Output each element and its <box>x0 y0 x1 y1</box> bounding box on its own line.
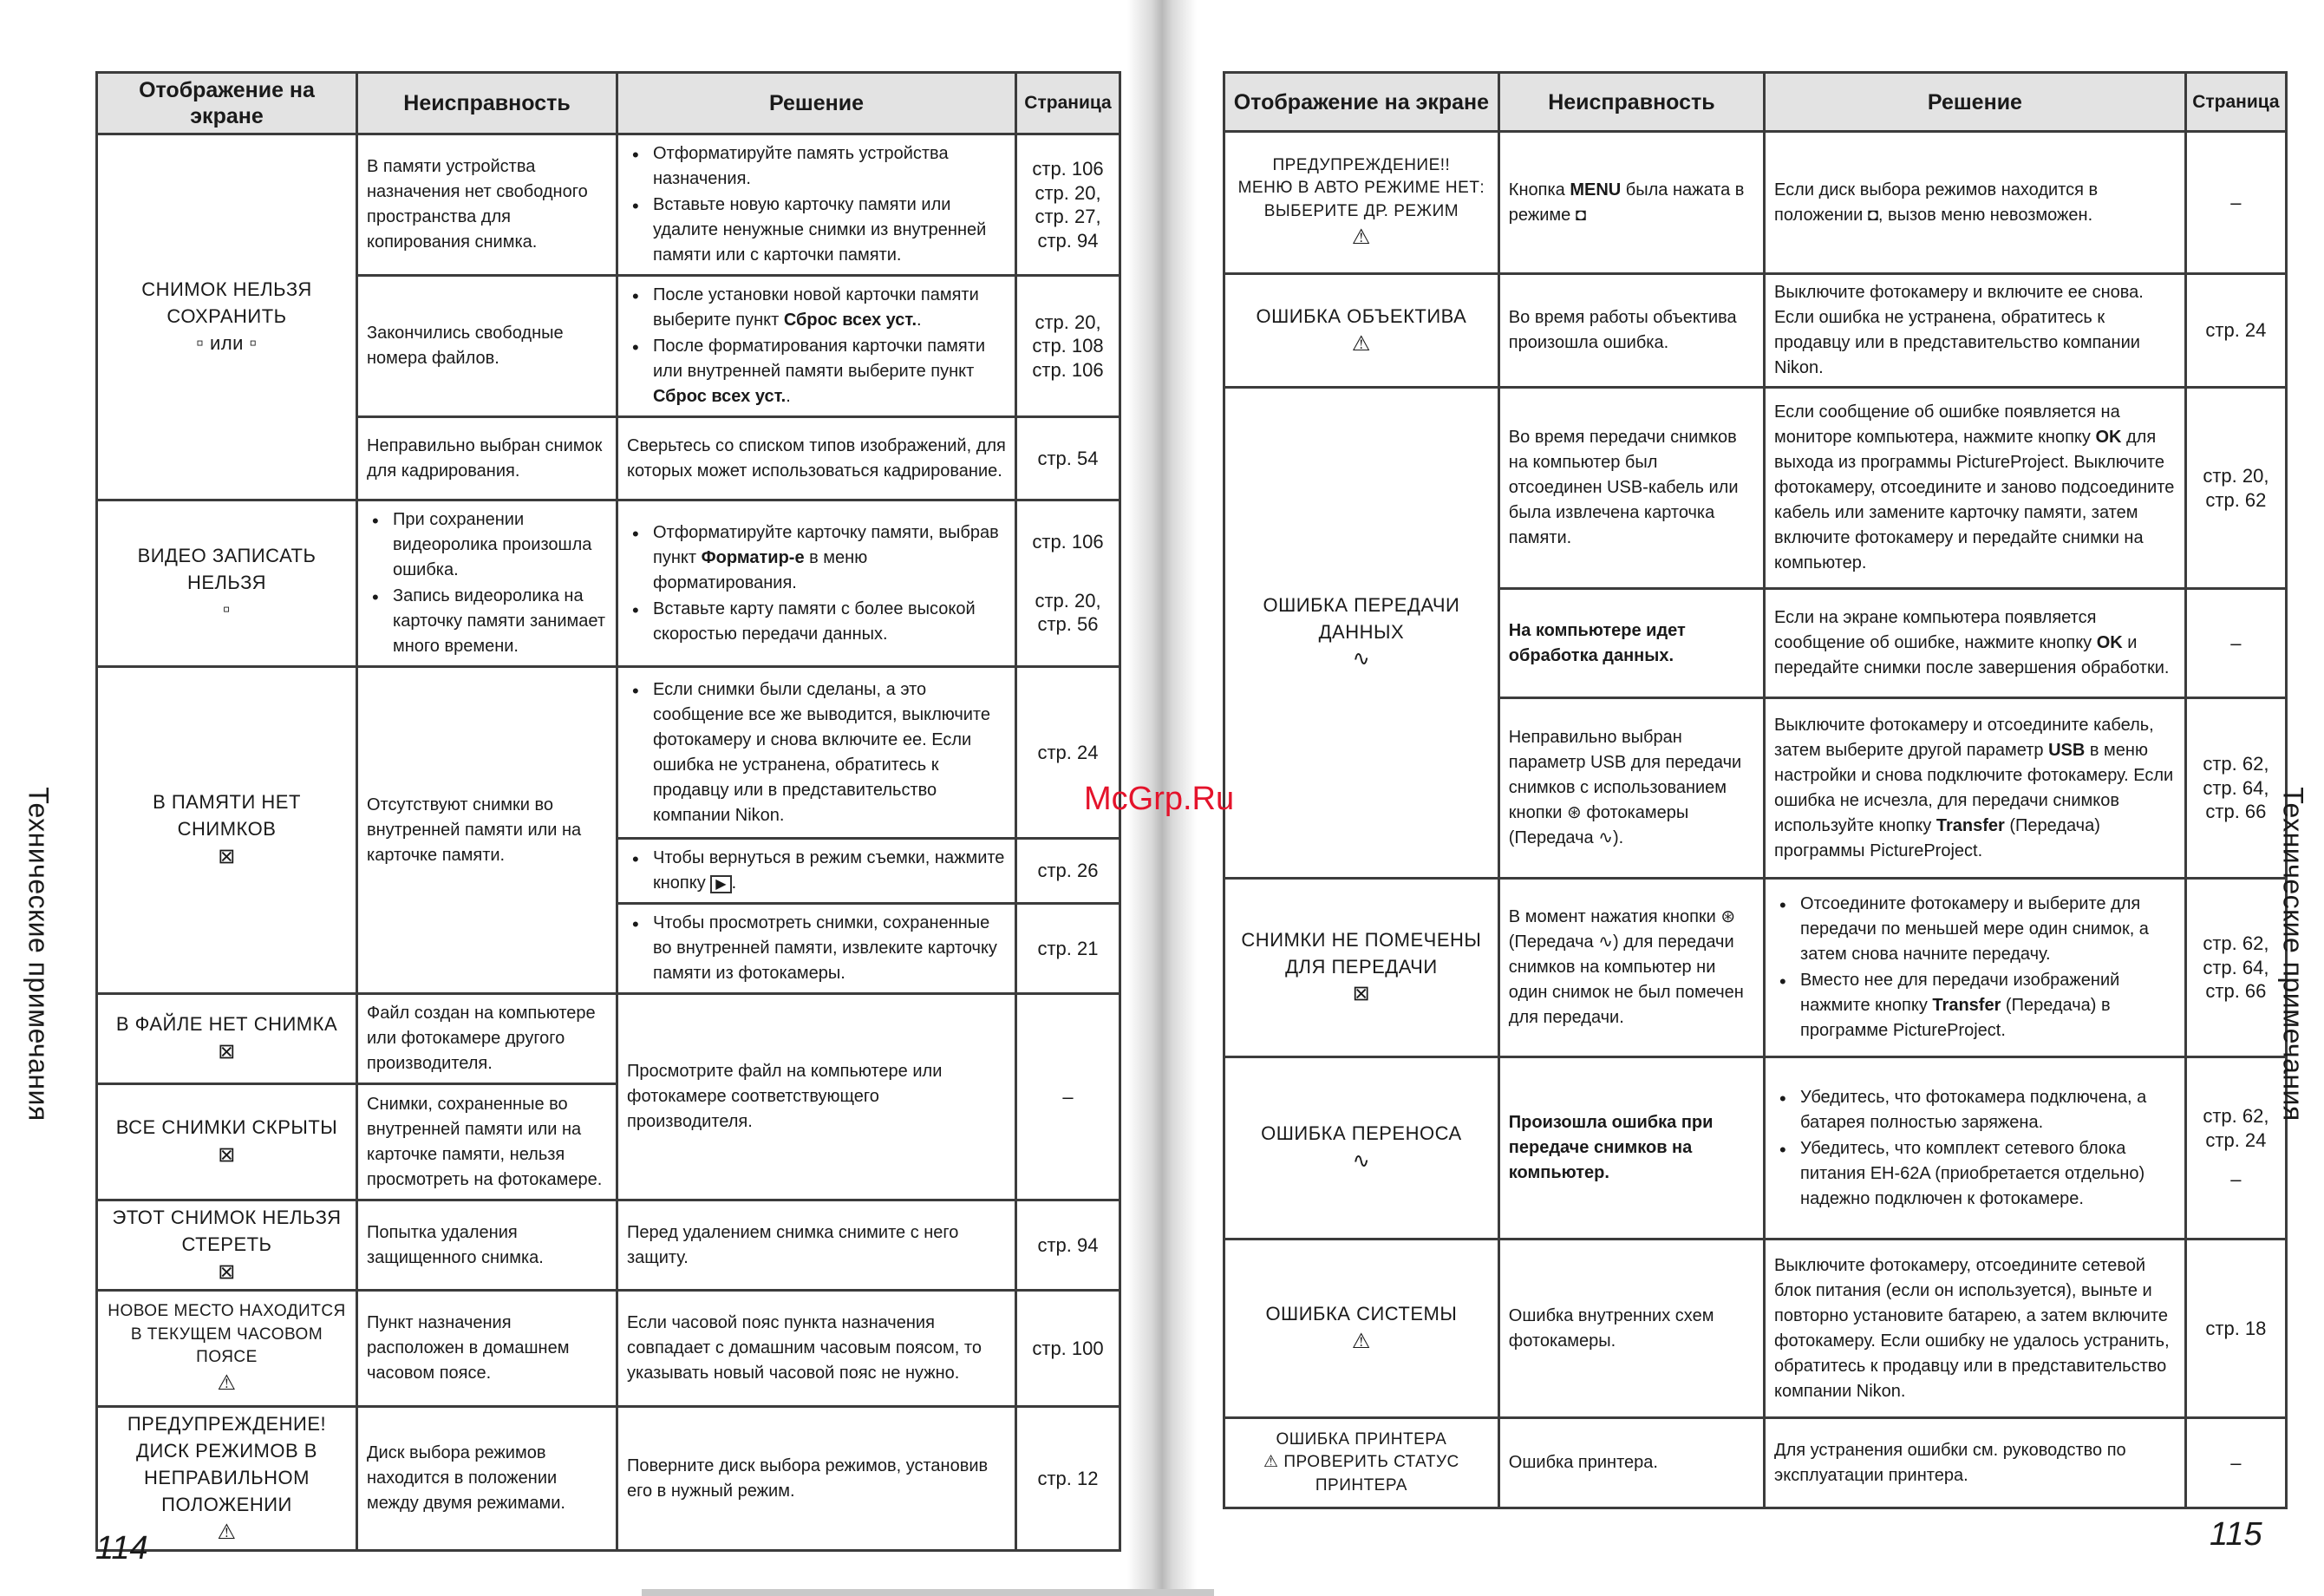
page-ref-item: стр. 24 <box>2205 1128 2267 1151</box>
left-error-table <box>95 71 1121 1552</box>
page-ref <box>1016 500 1120 667</box>
warning-icon: ⚠ <box>1351 331 1371 356</box>
solution-item: • Чтобы вернуться в режим съемки, нажмите кнопку ▶ . <box>627 846 1006 896</box>
solution-cell <box>617 839 1016 904</box>
side-tab-right: Технические примечания <box>2277 787 2309 1122</box>
display-text: НОВОЕ МЕСТО НАХОДИТСЯ В ТЕКУЩЕМ ЧАСОВОМ ПОЯСЕ <box>108 1302 346 1367</box>
ok-button-icon: ⊛ <box>1567 803 1582 822</box>
page-ref-item: стр. 106 <box>1032 531 1104 553</box>
table-row <box>97 994 1120 1084</box>
solution-cell <box>1765 879 2186 1057</box>
page-ref-item: стр. 94 <box>1037 229 1099 252</box>
page-ref: стр. 26 <box>1016 839 1120 904</box>
page-ref <box>2185 879 2286 1057</box>
table-row <box>1224 1240 2287 1418</box>
fault-text: Файл создан на компьютере или фотокамере другого производителя. <box>357 994 617 1084</box>
page-ref: стр. 18 <box>2185 1240 2286 1418</box>
header-solution: Решение <box>617 73 1016 134</box>
memory-card-icon: ▫ <box>249 331 258 356</box>
page-ref-item: стр. 66 <box>2205 980 2267 1003</box>
header-display: Отображение на экране <box>1224 73 1499 132</box>
solution-item: • Чтобы просмотреть снимки, сохраненные во внутренней памяти, извлеките карточку памяти из фотокамеры. <box>627 911 1006 986</box>
page-ref: стр. 24 <box>2185 274 2286 388</box>
no-image-icon: ⊠ <box>218 1259 236 1284</box>
page-ref-item: стр. 66 <box>2205 801 2267 823</box>
display-message <box>97 134 357 500</box>
page-ref-item: стр. 20, <box>1035 181 1101 204</box>
no-image-icon: ⊠ <box>218 844 236 868</box>
display-text: ПРОВЕРИТЬ СТАТУС ПРИНТЕРА <box>1283 1453 1459 1495</box>
page-ref <box>2185 1057 2286 1240</box>
display-text: В ФАЙЛЕ НЕТ СНИМКА <box>115 1013 338 1036</box>
page-ref-item: стр. 108 <box>1032 335 1104 357</box>
page-ref <box>2185 698 2286 879</box>
table-row <box>1224 274 2287 388</box>
page-ref: стр. 100 <box>1016 1291 1120 1407</box>
solution-item: • Вставьте новую карточку памяти или удалите ненужные снимки из внутренней памяти или с карточки памяти. <box>627 193 1006 268</box>
display-message <box>1224 1240 1499 1418</box>
ok-button-icon: ⊛ <box>1720 907 1736 926</box>
page-ref-item: стр. 64, <box>2203 776 2269 799</box>
table-row <box>1224 879 2287 1057</box>
display-text: ВЫБЕРИТЕ ДР. РЕЖИМ <box>1263 202 1459 220</box>
solution-text: Выключите фотокамеру, отсоедините сетевой блок питания (если он используется), выньте и повторно установите батарею, а затем включите фотокамеру. Если ошибку не удалось устранить, обратитесь к продавцу или в представительство компании Nikon. <box>1765 1240 2186 1418</box>
display-message <box>97 1084 357 1200</box>
display-message <box>97 994 357 1084</box>
display-text: ОШИБКА СИСТЕМЫ <box>1265 1303 1458 1325</box>
fault-text: Попытка удаления защищенного снимка. <box>357 1200 617 1291</box>
display-text: СНИМКИ НЕ ПОМЕЧЕНЫ ДЛЯ ПЕРЕДАЧИ <box>1241 928 1482 978</box>
fault-cell: В момент нажатия кнопки ⊛ (Передача ∿) для передачи снимков на компьютер ни один снимок не был помечен для передачи. <box>1498 879 1764 1057</box>
page-ref-item: стр. 56 <box>1037 613 1099 636</box>
display-text: ВСЕ СНИМКИ СКРЫТЫ <box>115 1116 338 1139</box>
solution-item: • Отформатируйте память устройства назначения. <box>627 141 1006 192</box>
display-message <box>1224 274 1499 388</box>
header-solution: Решение <box>1765 73 2186 132</box>
page-ref-item: стр. 106 <box>1032 358 1104 381</box>
table-row <box>1224 1418 2287 1508</box>
no-image-icon: ⊠ <box>218 1040 236 1063</box>
table-row <box>97 1291 1120 1407</box>
display-or: или <box>210 332 244 355</box>
table-row <box>1224 1057 2287 1240</box>
solution-cell: Выключите фотокамеру и отсоедините кабель, затем выберите другой параметр USB в меню настройки и снова подключите фотокамеру. Если ошибка не исчезла, для передачи снимков используйте кнопку Transfer (Передача) программы PictureProject. <box>1765 698 2186 879</box>
table-header-row <box>1224 73 2287 132</box>
page-ref-item: стр. 64, <box>2203 956 2269 978</box>
fault-item: • При сохранении видеоролика произошла ошибка. <box>367 507 607 583</box>
display-message <box>97 1407 357 1551</box>
table-header-row <box>97 73 1120 134</box>
fault-cell: Кнопка MENU была нажата в режиме ◘ <box>1498 132 1764 274</box>
fault-text: Диск выбора режимов находится в положении между двумя режимами. <box>357 1407 617 1551</box>
solution-item: • Убедитесь, что фотокамера подключена, а батарея полностью заряжена. <box>1774 1085 2176 1135</box>
solution-item: • После установки новой карточки памяти выберите пункт Сброс всех уст.. <box>627 283 1006 333</box>
page-ref-item: стр. 62, <box>2203 1105 2269 1128</box>
page-ref <box>1016 134 1120 276</box>
fault-text: Снимки, сохраненные во внутренней памяти или на карточке памяти, нельзя просмотреть на фотокамере. <box>357 1084 617 1200</box>
scan-shadow <box>642 1589 1214 1596</box>
display-text: ЭТОТ СНИМОК НЕЛЬЗЯ СТЕРЕТЬ <box>112 1207 342 1255</box>
page-ref-item: стр. 62, <box>2203 753 2269 775</box>
header-display: Отображение на экране <box>97 73 357 134</box>
solution-text: Если часовой пояс пункта назначения совпадает с домашним часовым поясом, то указывать новый часовой пояс не нужно. <box>617 1291 1016 1407</box>
page-ref-item: – <box>2230 1168 2242 1191</box>
transfer-icon: ∿ <box>1598 828 1613 847</box>
fault-text: Во время работы объектива произошла ошибка. <box>1498 274 1764 388</box>
display-message <box>97 500 357 667</box>
warning-icon: ⚠ <box>1351 225 1371 249</box>
solution-cell: Если диск выбора режимов находится в положении ◘, вызов меню невозможен. <box>1765 132 2186 274</box>
display-message <box>1224 879 1499 1057</box>
solution-text: Для устранения ошибки см. руководство по эксплуатации принтера. <box>1765 1418 2186 1508</box>
page-ref: стр. 24 <box>1016 667 1120 839</box>
fault-text: Во время передачи снимков на компьютер был отсоединен USB-кабель или была извлечена карточка памяти. <box>1498 388 1764 589</box>
page-number-left: 114 <box>95 1530 148 1567</box>
page-ref: стр. 54 <box>1016 417 1120 500</box>
display-text: ОШИБКА ПЕРЕНОСА <box>1261 1122 1462 1145</box>
right-error-table <box>1223 71 2288 1509</box>
page-ref-item: стр. 106 <box>1032 158 1104 180</box>
page-ref-item: стр. 20, <box>2203 465 2269 487</box>
fault-item: • Запись видеоролика на карточку памяти занимает много времени. <box>367 584 607 659</box>
fault-text: Ошибка принтера. <box>1498 1418 1764 1508</box>
display-message <box>1224 388 1499 879</box>
transfer-icon: ∿ <box>1598 932 1613 952</box>
fault-text: На компьютере идет обработка данных. <box>1498 589 1764 698</box>
table-row <box>97 1407 1120 1551</box>
header-fault: Неисправность <box>1498 73 1764 132</box>
page-ref-item: стр. 27, <box>1035 206 1101 227</box>
display-text: СНИМОК НЕЛЬЗЯ СОХРАНИТЬ <box>141 278 312 327</box>
solution-item: • Отсоедините фотокамеру и выберите для передачи по меньшей мере один снимок, а затем снова начните передачу. <box>1774 892 2176 967</box>
table-row <box>1224 388 2287 589</box>
solution-cell <box>617 276 1016 417</box>
fault-cell: Неправильно выбран параметр USB для передачи снимков с использованием кнопки ⊛ фотокамеры (Передача ∿). <box>1498 698 1764 879</box>
solution-text: Просмотрите файл на компьютере или фотокамере соответствующего производителя. <box>617 994 1016 1200</box>
no-transfer-icon: ⊠ <box>1352 982 1371 1006</box>
table-row <box>97 1200 1120 1291</box>
page-ref: – <box>2185 132 2286 274</box>
solution-item: • Вместо нее для передачи изображений нажмите кнопку Transfer (Передача) в программе PictureProject. <box>1774 968 2176 1043</box>
solution-text: Поверните диск выбора режимов, установив его в нужный режим. <box>617 1407 1016 1551</box>
display-message <box>97 1291 357 1407</box>
page-ref: – <box>2185 1418 2286 1508</box>
solution-item: • После форматирования карточки памяти или внутренней памяти выберите пункт Сброс всех уст.. <box>627 334 1006 409</box>
warning-icon: ⚠ <box>1263 1453 1279 1472</box>
table-row <box>97 134 1120 276</box>
header-page: Страница <box>1016 73 1120 134</box>
page-ref-item: стр. 62 <box>2205 488 2267 511</box>
display-message <box>1224 132 1499 274</box>
page-ref-item: стр. 62, <box>2203 932 2269 955</box>
table-row <box>97 500 1120 667</box>
warning-icon: ⚠ <box>217 1520 237 1544</box>
no-image-icon: ⊠ <box>218 1143 236 1167</box>
solution-cell <box>617 134 1016 276</box>
solution-text: Сверьтесь со списком типов изображений, для которых может использоваться кадрирование. <box>617 417 1016 500</box>
page-number-right: 115 <box>2210 1516 2262 1553</box>
display-text: ПРЕДУПРЕЖДЕНИЕ!! <box>1272 155 1451 174</box>
display-text: МЕНЮ В АВТО РЕЖИМЕ НЕТ: <box>1237 179 1485 198</box>
page-ref <box>2185 388 2286 589</box>
solution-cell: Если на экране компьютера появляется сообщение об ошибке, нажмите кнопку OK и передайте снимки после завершения обработки. <box>1765 589 2186 698</box>
table-row <box>1224 132 2287 274</box>
fault-text: Произошла ошибка при передаче снимков на компьютер. <box>1498 1057 1764 1240</box>
table-row <box>97 667 1120 839</box>
display-message <box>97 1200 357 1291</box>
solution-text: Выключите фотокамеру и включите ее снова. Если ошибка не устранена, обратитесь к продавцу или в представительство компании Nikon. <box>1765 274 2186 388</box>
fault-text: В памяти устройства назначения нет свободного пространства для копирования снимка. <box>357 134 617 276</box>
page-ref-item: стр. 20, <box>1035 311 1101 333</box>
page-ref: стр. 21 <box>1016 904 1120 994</box>
solution-cell <box>1765 1057 2186 1240</box>
display-message <box>1224 1418 1499 1508</box>
solution-text: Перед удалением снимка снимите с него защиту. <box>617 1200 1016 1291</box>
transfer-icon: ∿ <box>1352 1149 1371 1173</box>
solution-cell <box>617 904 1016 994</box>
solution-cell <box>617 667 1016 839</box>
display-text: ОШИБКА ОБЪЕКТИВА <box>1256 304 1467 327</box>
fault-text: Неправильно выбран снимок для кадрирования. <box>357 417 617 500</box>
fault-text: Закончились свободные номера файлов. <box>357 276 617 417</box>
camera-mode-icon: ◘ <box>1575 205 1586 225</box>
solution-item: • Отформатируйте карточку памяти, выбрав пункт Форматир-е в меню форматирования. <box>627 520 1006 596</box>
display-text: ПРЕДУПРЕЖДЕНИЕ! ДИСК РЕЖИМОВ В НЕПРАВИЛЬНОМ ПОЛОЖЕНИИ <box>127 1413 327 1515</box>
display-text: ВИДЕО ЗАПИСАТЬ НЕЛЬЗЯ <box>137 544 317 593</box>
warning-icon: ⚠ <box>217 1370 237 1395</box>
fault-text: Пункт назначения расположен в домашнем часовом поясе. <box>357 1291 617 1407</box>
page-ref: – <box>2185 589 2286 698</box>
header-fault: Неисправность <box>357 73 617 134</box>
play-icon: ▶ <box>710 875 731 893</box>
camera-mode-icon: ◘ <box>1867 205 1878 225</box>
page-ref: стр. 12 <box>1016 1407 1120 1551</box>
watermark-text: McGrp.Ru <box>1084 781 1235 817</box>
solution-item: • Убедитесь, что комплект сетевого блока питания EH-62A (приобретается отдельно) надежно подключен к фотокамере. <box>1774 1136 2176 1212</box>
display-message <box>1224 1057 1499 1240</box>
display-text: ОШИБКА ПЕРЕДАЧИ ДАННЫХ <box>1263 593 1460 643</box>
memory-card-icon: ▫ <box>222 598 231 622</box>
fault-text: Ошибка внутренних схем фотокамеры. <box>1498 1240 1764 1418</box>
page-ref-item: стр. 20, <box>1035 589 1101 612</box>
display-text: В ПАМЯТИ НЕТ СНИМКОВ <box>153 791 301 841</box>
internal-memory-icon: ▫ <box>196 331 205 356</box>
solution-cell <box>617 500 1016 667</box>
display-text: ОШИБКА ПРИНТЕРА <box>1276 1429 1447 1449</box>
transfer-icon: ∿ <box>1352 647 1371 671</box>
solution-cell: Если сообщение об ошибке появляется на мониторе компьютера, нажмите кнопку OK для выхода из программы PictureProject. Выключите фотокамеру, отсоедините и заново подсоедините кабель или замените карточку памяти, затем включите фотокамеру и передайте снимки на компьютер. <box>1765 388 2186 589</box>
page-ref <box>1016 276 1120 417</box>
solution-item: • Вставьте карту памяти с более высокой скоростью передачи данных. <box>627 597 1006 647</box>
solution-item: • Если снимки были сделаны, а это сообщение все же выводится, выключите фотокамеру и снова включите ее. Если ошибка не устранена, обратитесь к продавцу или в представительство компании Nikon. <box>627 677 1006 828</box>
fault-cell <box>357 500 617 667</box>
page-ref: – <box>1016 994 1120 1200</box>
header-page: Страница <box>2185 73 2286 132</box>
fault-text: Отсутствуют снимки во внутренней памяти или на карточке памяти. <box>357 667 617 994</box>
display-message <box>97 667 357 994</box>
warning-icon: ⚠ <box>1351 1330 1371 1353</box>
side-tab-left: Технические примечания <box>23 787 55 1122</box>
page-ref: стр. 94 <box>1016 1200 1120 1291</box>
